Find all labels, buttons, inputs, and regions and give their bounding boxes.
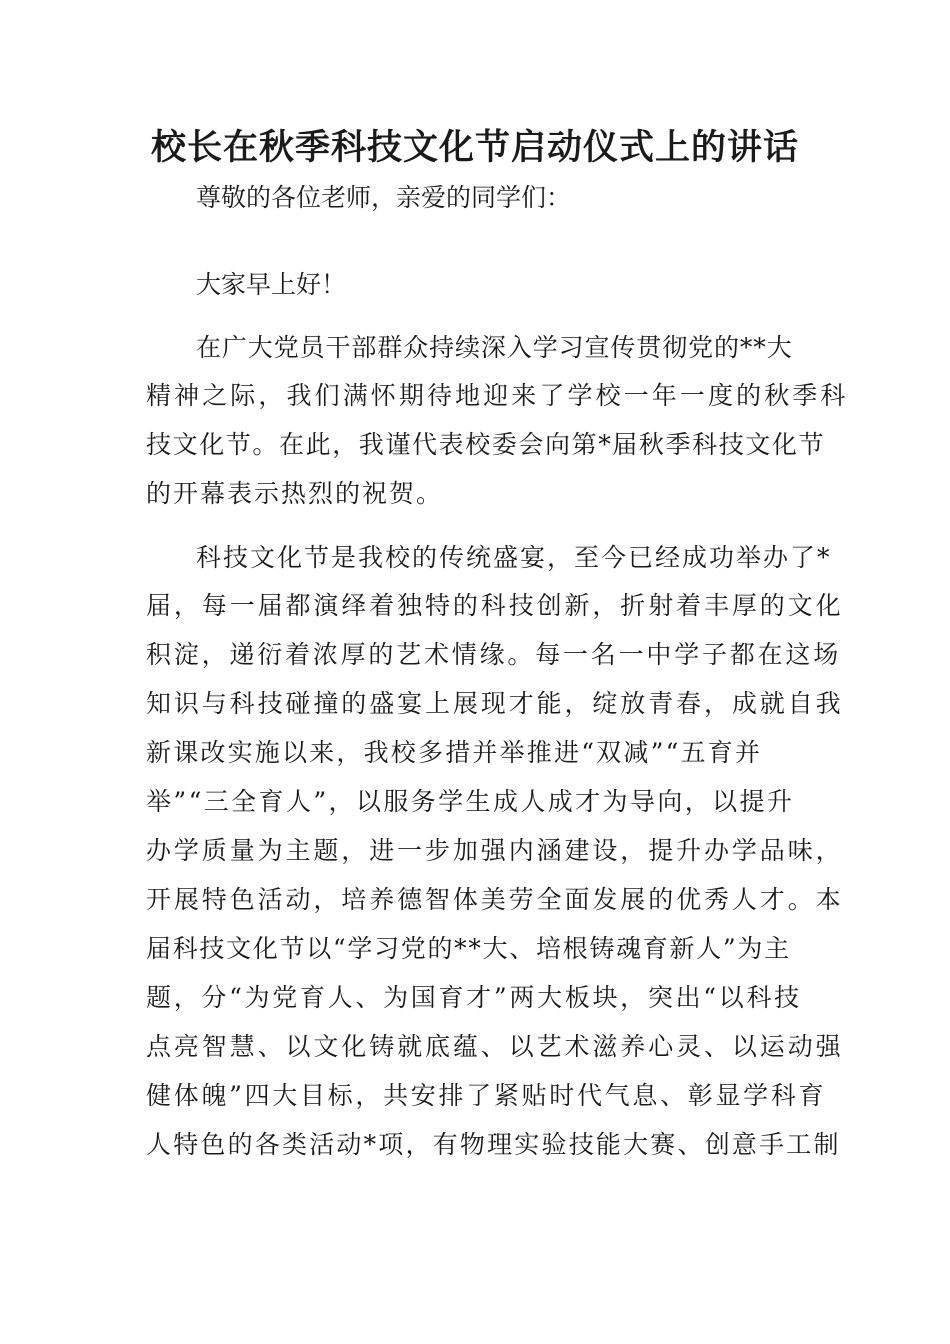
paragraph-line: 届科技文化节以“学习党的**大、培根铸魂育新人”为主 <box>146 934 791 963</box>
paragraph-line: 题，分“为党育人、为国育才”两大板块，突出“以科技 <box>146 983 802 1012</box>
greeting-line: 尊敬的各位老师，亲爱的同学们： <box>196 183 572 212</box>
document-title: 校长在秋季科技文化节启动仪式上的讲话 <box>150 127 799 168</box>
paragraph-line: 的开幕表示热烈的祝贺。 <box>146 479 444 508</box>
paragraph-line: 在广大党员干部群众持续深入学习宣传贯彻党的**大 <box>196 333 793 362</box>
paragraph-line: 举”“三全育人”，以服务学生成人成才为导向，以提升 <box>146 787 795 816</box>
paragraph-line: 科技文化节是我校的传统盛宴，至今已经成功举办了* <box>196 543 832 572</box>
morning-line: 大家早上好！ <box>196 270 347 299</box>
paragraph-line: 知识与科技碰撞的盛宴上展现才能，绽放青春，成就自我 <box>146 689 844 718</box>
paragraph-line: 健体魄”四大目标，共安排了紧贴时代气息、彰显学科育 <box>146 1081 827 1110</box>
paragraph-line: 新课改实施以来，我校多措并举推进“双减”“五育并 <box>146 738 763 767</box>
paragraph-line: 技文化节。在此，我谨代表校委会向第*届秋季科技文化节 <box>146 430 826 459</box>
paragraph-line: 点亮智慧、以文化铸就底蕴、以艺术滋养心灵、以运动强 <box>146 1032 844 1061</box>
paragraph-line: 办学质量为主题，进一步加强内涵建设，提升办学品味， <box>146 836 844 865</box>
paragraph-line: 积淀，递衍着浓厚的艺术情缘。每一名一中学子都在这场 <box>146 640 842 669</box>
paragraph-line: 人特色的各类活动*项，有物理实验技能大赛、创意手工制 <box>146 1130 841 1159</box>
paragraph-line: 开展特色活动，培养德智体美劳全面发展的优秀人才。本 <box>146 885 844 914</box>
paragraph-line: 精神之际，我们满怀期待地迎来了学校一年一度的秋季科 <box>146 381 849 410</box>
paragraph-line: 届，每一届都演绎着独特的科技创新，折射着丰厚的文化 <box>146 591 844 620</box>
